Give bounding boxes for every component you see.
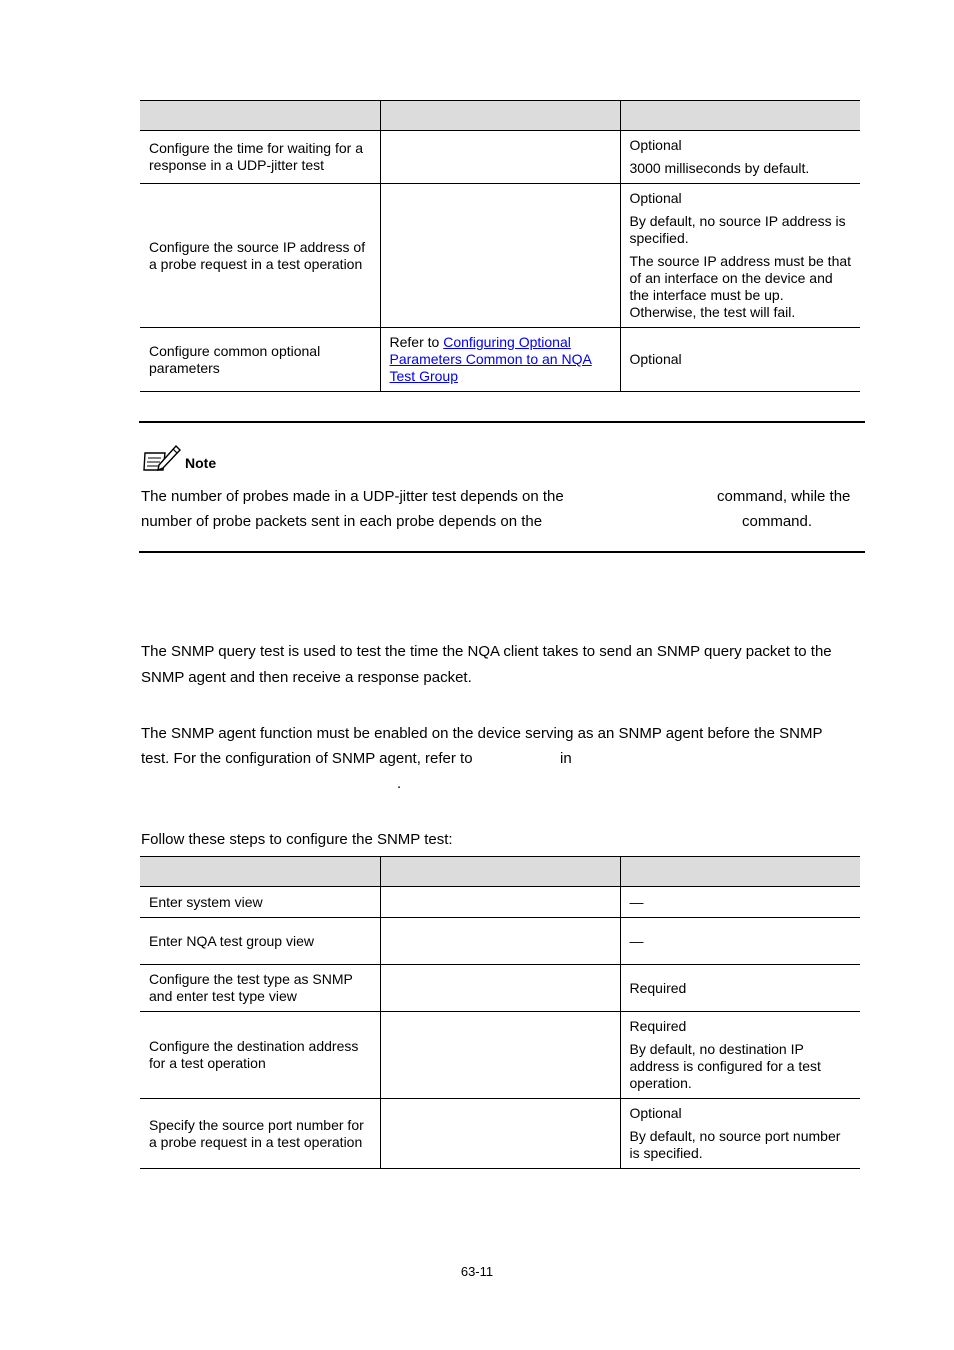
table-row: [140, 1099, 860, 1169]
table-cell: [620, 328, 860, 392]
table-cell: [620, 918, 860, 965]
paragraph-text: Follow these steps to configure the SNMP test:: [141, 831, 453, 848]
table-cell: [620, 131, 860, 184]
cell-text: By default, no destination IP address is configured for a test operation.: [629, 1041, 821, 1091]
header-cell: [620, 101, 860, 131]
header-cell: [380, 101, 620, 131]
table-cell: [380, 184, 620, 328]
note-text: command, while the: [717, 488, 851, 505]
note-label: Note: [185, 455, 217, 471]
note-pencil-icon: [143, 443, 181, 473]
note-text: The number of probes made in a UDP-jitter test depends on the: [141, 488, 564, 505]
cell-text: The source IP address must be that of an interface on the device and the interface must be up. Otherwise, the test will fail.: [629, 253, 852, 320]
table-cell: [380, 918, 620, 965]
header-cell: [380, 857, 620, 887]
header-cell: [620, 857, 860, 887]
header-cell: [140, 101, 380, 131]
cell-text: Optional: [629, 1105, 682, 1121]
table-cell: [380, 1012, 620, 1099]
table-cell: [380, 1099, 620, 1169]
table-row: [140, 918, 860, 965]
cell-text: Optional: [629, 351, 682, 367]
table-cell: [620, 1012, 860, 1099]
cell-text: —: [629, 932, 644, 949]
table-header-row: [140, 101, 860, 131]
table-row: [140, 1012, 860, 1099]
table-cell: Configure the destination address for a test operation: [140, 1012, 380, 1099]
table-header-row: [140, 857, 860, 887]
cell-text: By default, no source port number is specified.: [629, 1128, 841, 1161]
note-box: [139, 421, 865, 553]
table-cell: Enter NQA test group view: [140, 918, 380, 965]
page-number: 63-11: [460, 1264, 494, 1279]
table-row: [140, 184, 860, 328]
table-row: [140, 328, 860, 392]
paragraph-text: in: [560, 750, 572, 767]
table-row: [140, 887, 860, 918]
table-cell: Configure common optional parameters: [140, 328, 380, 392]
config-table-udp-jitter: [140, 100, 860, 392]
cell-text: Required: [629, 1018, 687, 1034]
table-cell: Specify the source port number for a probe request in a test operation: [140, 1099, 380, 1169]
header-cell: [140, 857, 380, 887]
table-cell: [380, 887, 620, 918]
note-text: number of probe packets sent in each probe depends on the: [141, 513, 543, 530]
table-cell: [380, 131, 620, 184]
table-cell: Enter system view: [140, 887, 380, 918]
table-cell: Configure the test type as SNMP and enter test type view: [140, 965, 380, 1012]
link-configuring-optional-parameters[interactable]: Configuring Optional Parameters Common to an NQA Test Group: [389, 334, 592, 384]
cell-text: Refer to: [389, 334, 444, 350]
table-cell: [620, 965, 860, 1012]
table-cell: Configure the time for waiting for a response in a UDP-jitter test: [140, 131, 380, 184]
table-cell: [620, 1099, 860, 1169]
cell-text: 3000 milliseconds by default.: [629, 160, 810, 176]
cell-text: Optional: [629, 137, 682, 153]
table-cell: [380, 328, 620, 392]
note-text: command.: [742, 513, 813, 530]
paragraph-text: The SNMP query test is used to test the time the NQA client takes to send an SNMP query packet to the: [141, 643, 832, 660]
paragraph-text: The SNMP agent function must be enabled on the device serving as an SNMP agent before the SNMP: [141, 725, 823, 742]
table-cell: [620, 887, 860, 918]
config-table-snmp: [140, 856, 860, 1169]
table-cell: [380, 965, 620, 1012]
table-row: [140, 131, 860, 184]
paragraph-text: .: [397, 775, 402, 792]
table-cell: Configure the source IP address of a probe request in a test operation: [140, 184, 380, 328]
table-cell: [620, 184, 860, 328]
paragraph-text: test. For the configuration of SNMP agent, refer to: [141, 750, 473, 767]
table-row: [140, 965, 860, 1012]
cell-text: Optional: [629, 190, 682, 206]
cell-text: —: [629, 893, 644, 910]
cell-text: By default, no source IP address is specified.: [629, 213, 846, 246]
paragraph-text: SNMP agent and then receive a response packet.: [141, 669, 472, 686]
cell-text: Required: [629, 979, 687, 996]
